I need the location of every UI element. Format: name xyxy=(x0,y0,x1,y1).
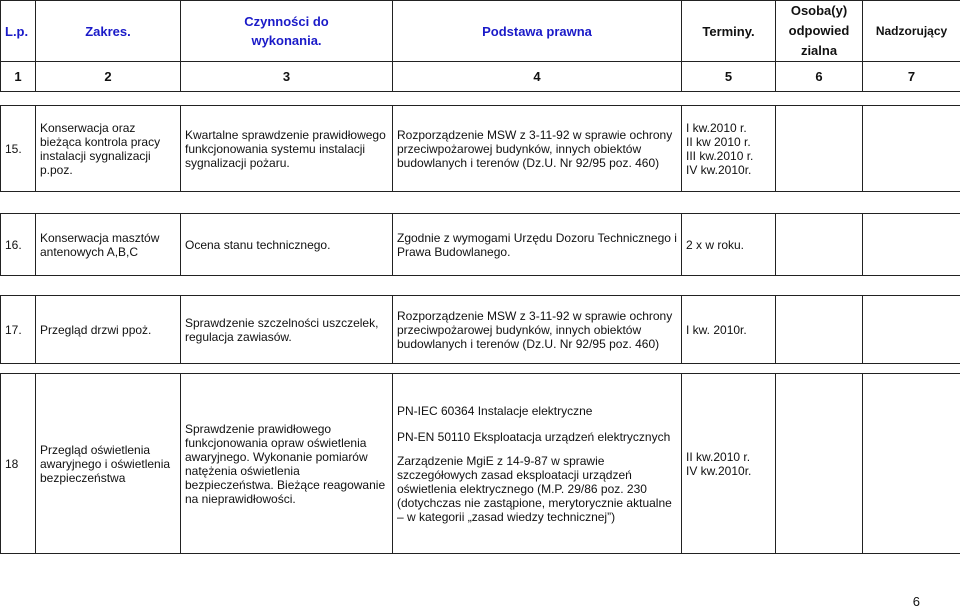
podstawa-paragraph: PN-EN 50110 Eksploatacja urządzeń elektrycznych xyxy=(397,430,677,444)
podstawa-paragraph: Zarządzenie MgiE z 14-9-87 w sprawie szczegółowych zasad eksploatacji urządzeń oświetlenia elektrycznego (M.P. 29/86 poz. 230 (dotychczas nie zastąpione, merytorycznie aktualne – w kategorii „zasad wiedzy technicznej”) xyxy=(397,454,677,524)
column-number: 2 xyxy=(36,62,181,92)
column-number: 7 xyxy=(863,62,960,92)
header-terminy: Terminy. xyxy=(682,1,776,62)
row-lp: 17. xyxy=(1,296,36,364)
spacer-row xyxy=(1,276,960,296)
row-czynnosci: Kwartalne sprawdzenie prawidłowego funkcjonowania systemu instalacji sygnalizacji pożaru. xyxy=(181,106,393,192)
row-zakres: Przegląd drzwi ppoż. xyxy=(36,296,181,364)
row-zakres: Konserwacja masztów antenowych A,B,C xyxy=(36,214,181,276)
row-zakres: Konserwacja oraz bieżąca kontrola pracy instalacji sygnalizacji p.poz. xyxy=(36,106,181,192)
row-lp: 16. xyxy=(1,214,36,276)
table-row xyxy=(1,214,960,276)
row-lp: 15. xyxy=(1,106,36,192)
spacer-row xyxy=(1,92,960,106)
row-nadzorujacy xyxy=(863,374,960,554)
row-terminy: 2 x w roku. xyxy=(682,214,776,276)
header-osoba: Osoba(y) odpowied zialna xyxy=(776,1,863,62)
row-zakres: Przegląd oświetlenia awaryjnego i oświetlenia bezpieczeństwa xyxy=(36,374,181,554)
row-osoba xyxy=(776,374,863,554)
row-osoba xyxy=(776,106,863,192)
row-podstawa: Rozporządzenie MSW z 3-11-92 w sprawie ochrony przeciwpożarowej budynków, innych obiektów budowlanych i terenów (Dz.U. Nr 92/95 poz. 460) xyxy=(393,296,682,364)
header-nadzorujacy: Nadzorujący xyxy=(863,1,960,62)
header-lp: L.p. xyxy=(1,1,36,62)
table-row xyxy=(1,106,960,192)
row-czynnosci: Sprawdzenie szczelności uszczelek, regulacja zawiasów. xyxy=(181,296,393,364)
column-number: 3 xyxy=(181,62,393,92)
row-terminy: II kw.2010 r. IV kw.2010r. xyxy=(682,374,776,554)
row-podstawa xyxy=(393,374,682,554)
header-row xyxy=(1,1,960,62)
row-osoba xyxy=(776,296,863,364)
row-terminy: I kw. 2010r. xyxy=(682,296,776,364)
column-number: 5 xyxy=(682,62,776,92)
column-number: 4 xyxy=(393,62,682,92)
row-podstawa: Zgodnie z wymogami Urzędu Dozoru Technicznego i Prawa Budowlanego. xyxy=(393,214,682,276)
header-zakres: Zakres. xyxy=(36,1,181,62)
column-number: 1 xyxy=(1,62,36,92)
spacer-row xyxy=(1,364,960,374)
column-number: 6 xyxy=(776,62,863,92)
header-czynnosci: Czynności do wykonania. xyxy=(181,1,393,62)
row-podstawa: Rozporządzenie MSW z 3-11-92 w sprawie ochrony przeciwpożarowej budynków, innych obiektów budowlanych i terenów (Dz.U. Nr 92/95 poz. 460) xyxy=(393,106,682,192)
row-terminy: I kw.2010 r. II kw 2010 r. III kw.2010 r. IV kw.2010r. xyxy=(682,106,776,192)
row-czynnosci: Sprawdzenie prawidłowego funkcjonowania opraw oświetlenia awaryjnego. Wykonanie pomiarów natężenia oświetlenia bezpieczeństwa. Bieżące reagowanie na nieprawidłowości. xyxy=(181,374,393,554)
column-numbers-row xyxy=(1,62,960,92)
spacer-row xyxy=(1,192,960,214)
page-number: 6 xyxy=(913,594,920,609)
podstawa-paragraph: PN-IEC 60364 Instalacje elektryczne xyxy=(397,404,677,418)
table-row xyxy=(1,374,960,554)
header-podstawa: Podstawa prawna xyxy=(393,1,682,62)
row-czynnosci: Ocena stanu technicznego. xyxy=(181,214,393,276)
row-nadzorujacy xyxy=(863,106,960,192)
row-osoba xyxy=(776,214,863,276)
table-row xyxy=(1,296,960,364)
row-nadzorujacy xyxy=(863,296,960,364)
row-lp: 18 xyxy=(1,374,36,554)
row-nadzorujacy xyxy=(863,214,960,276)
